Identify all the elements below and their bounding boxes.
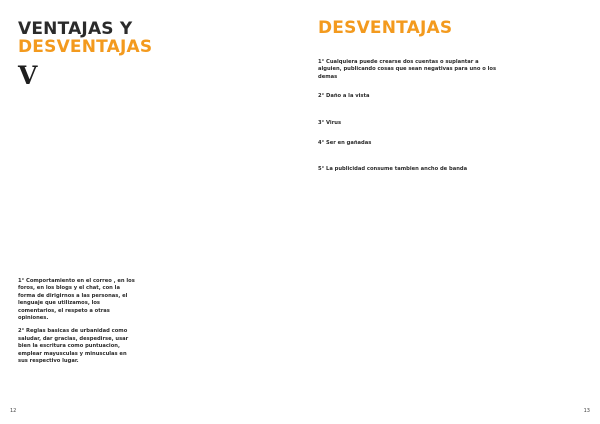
drop-letter: V	[18, 61, 38, 90]
desventaja-item-4: 4° Ser en gañadas	[318, 140, 372, 146]
title-desventajas-left: DESVENTAJAS	[18, 37, 153, 57]
desventaja-item-2: 2° Daño a la vista	[318, 93, 370, 99]
ventajas-list	[18, 278, 136, 371]
ventaja-item-2: 2° Reglas basicas de urbanidad como saludar, dar gracias, despedirse, usar bien la escritura como puntuacion, emplear mayusculas y minusculas en sus respectivo lugar.	[18, 328, 129, 365]
page-number-right: 13	[583, 408, 590, 414]
right-page	[300, 0, 600, 424]
title-desventajas-right: DESVENTAJAS	[318, 18, 453, 38]
title-ventajas-y: VENTAJAS Y	[18, 19, 133, 39]
desventaja-item-3: 3° Virus	[318, 120, 342, 126]
desventaja-item-1: 1° Cualquiera puede crearse dos cuentas o suplantar a alguien, publicando cosas que sean negativas para uno o los demas	[318, 59, 497, 80]
desventajas-list	[300, 0, 600, 424]
desventaja-item-5: 5° La publicidad consume tambien ancho de banda	[318, 166, 468, 172]
ventaja-item-1: 1° Comportamiento en el correo , en los foros, en los blogs y el chat, con la forma de dirigirnos a las personas, el lenguaje que utilizamos, los comentarios, el respeto a otras opiniones.	[18, 278, 135, 322]
page-number-left: 12	[10, 408, 17, 414]
